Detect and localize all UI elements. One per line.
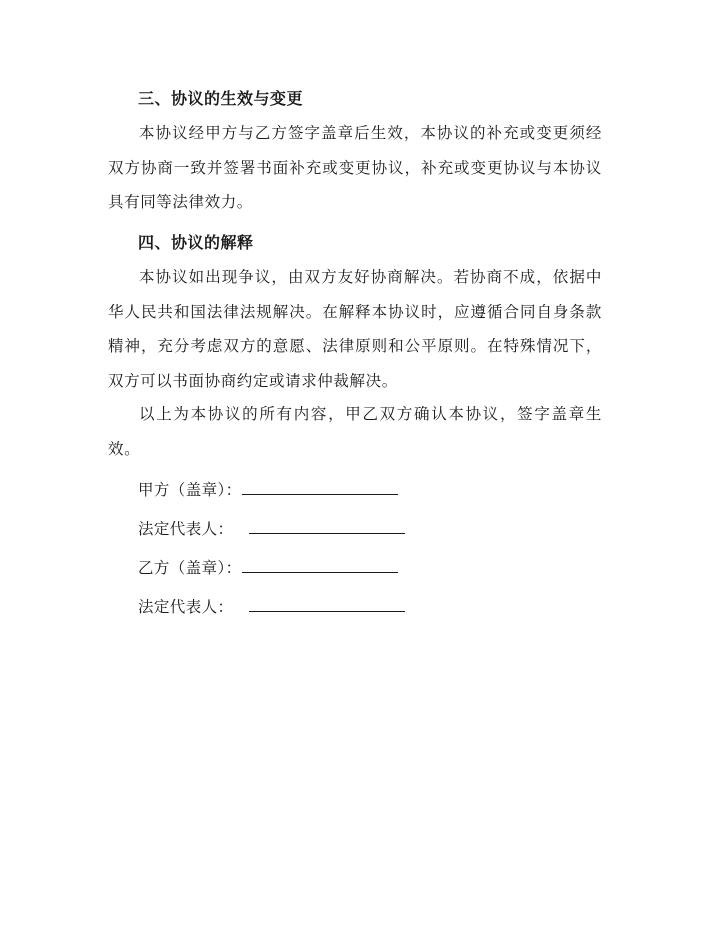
- signature-label-party-b: 乙方（盖章）：: [138, 559, 242, 577]
- closing-paragraph: 以上为本协议的所有内容，甲乙双方确认本协议，签字盖章生效。: [108, 405, 602, 458]
- signature-row-party-a-representative: [138, 517, 405, 539]
- signature-row-party-b: [138, 556, 398, 578]
- signature-line-party-b: [242, 558, 398, 573]
- signature-label-party-b-representative: 法定代表人：: [138, 598, 234, 616]
- signature-label-party-a: 甲方（盖章）：: [138, 481, 242, 499]
- signature-row-party-a: [138, 478, 398, 500]
- signature-line-party-b-representative: [249, 597, 405, 612]
- section-paragraph-interpretation: 本协议如出现争议，由双方友好协商解决。若协商不成，依据中华人民共和国法律法规解决。在解释本协议时，应遵循合同自身条款精神，充分考虑双方的意愿、法律原则和公平原则。在特殊情况下，双方可以书面协商约定或请求仲裁解决。: [108, 268, 602, 390]
- signature-line-party-a-representative: [249, 519, 405, 534]
- signature-label-party-a-representative: 法定代表人：: [138, 520, 234, 538]
- section-heading-interpretation: 四、协议的解释: [138, 233, 254, 252]
- section-heading-effect-change: 三、协议的生效与变更: [138, 89, 304, 108]
- signature-line-party-a: [242, 480, 398, 495]
- signature-row-party-b-representative: [138, 595, 405, 617]
- section-paragraph-effect-change: 本协议经甲方与乙方签字盖章后生效，本协议的补充或变更须经双方协商一致并签署书面补充或变更协议，补充或变更协议与本协议具有同等法律效力。: [108, 124, 602, 211]
